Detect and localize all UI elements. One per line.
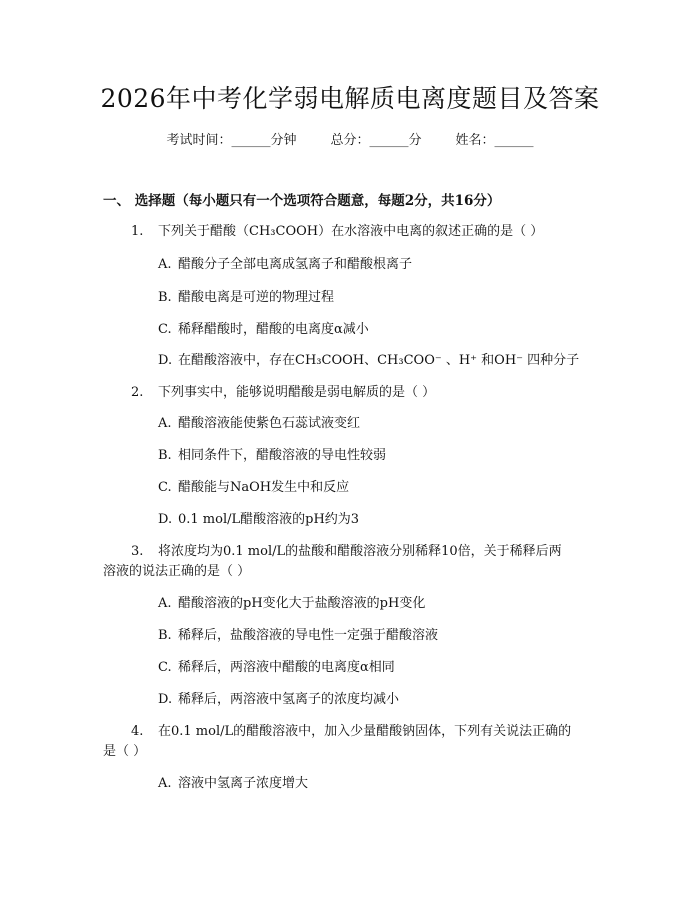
question-stem: 下列事实中，能够说明醋酸是弱电解质的是（ ） (158, 385, 436, 400)
option (158, 479, 349, 497)
option-text: 醋酸溶液的pH变化大于盐酸溶液的pH变化 (178, 596, 426, 611)
option (158, 627, 438, 645)
option-text: 稀释后，盐酸溶液的导电性一定强于醋酸溶液 (178, 628, 439, 643)
option-label: C. (158, 480, 172, 495)
option-text: 相同条件下，醋酸溶液的导电性较弱 (178, 448, 387, 463)
question-number: 1. (131, 224, 144, 239)
option (158, 511, 359, 529)
question-number: 4. (131, 724, 144, 739)
option-label: B. (158, 448, 172, 463)
question-number: 2. (131, 385, 144, 400)
question-1 (131, 223, 543, 241)
question-stem: 下列关于醋酸（CH₃COOH）在水溶液中电离的叙述正确的是（ ） (158, 224, 544, 239)
option (158, 321, 369, 339)
question-4 (131, 723, 571, 741)
option-label: B. (158, 290, 172, 305)
option-text: 醋酸分子全部电离成氢离子和醋酸根离子 (178, 257, 413, 272)
option-label: D. (158, 353, 173, 368)
option (158, 691, 399, 709)
option-text: 醋酸能与NaOH发生中和反应 (178, 480, 350, 495)
question-stem-line-2: 是（ ） (103, 744, 147, 759)
option-label: C. (158, 660, 172, 675)
option-label: A. (158, 416, 172, 431)
option (158, 415, 360, 433)
exam-meta (0, 132, 700, 150)
option-text: 溶液中氢离子浓度增大 (178, 776, 309, 791)
option-text: 稀释醋酸时，醋酸的电离度α减小 (178, 322, 369, 337)
option-text: 0.1 mol/L醋酸溶液的pH约为3 (178, 512, 360, 527)
option-text: 稀释后，两溶液中醋酸的电离度α相同 (178, 660, 395, 675)
option-label: C. (158, 322, 172, 337)
option-label: D. (158, 512, 173, 527)
option (158, 352, 579, 370)
option-label: A. (158, 776, 172, 791)
question-stem-line-1: 将浓度均为0.1 mol/L的盐酸和醋酸溶液分别稀释10倍，关于稀释后两 (158, 544, 562, 559)
option (158, 775, 308, 793)
section-heading: 一、 选择题（每小题只有一个选项符合题意，每题2分，共16分） (103, 193, 501, 209)
option-text: 醋酸溶液能使紫色石蕊试液变红 (178, 416, 361, 431)
question-stem-line-2: 溶液的说法正确的是（ ） (103, 564, 251, 579)
option-text: 稀释后，两溶液中氢离子的浓度均减小 (178, 692, 400, 707)
option (158, 447, 386, 465)
option-text: 在醋酸溶液中，存在CH₃COOH、CH₃COO⁻ 、H⁺ 和OH⁻ 四种分子 (178, 353, 580, 368)
option-label: A. (158, 257, 172, 272)
option (158, 595, 425, 613)
question-2 (131, 384, 435, 402)
option-label: A. (158, 596, 172, 611)
option-label: B. (158, 628, 172, 643)
question-3 (131, 543, 562, 561)
option-text: 醋酸电离是可逆的物理过程 (178, 290, 335, 305)
name-label: 姓名：______ (455, 133, 534, 148)
total-score-label: 总分：______分 (330, 133, 422, 148)
option (158, 659, 395, 677)
option (158, 256, 412, 274)
exam-time-label: 考试时间：______分钟 (166, 133, 297, 148)
option-label: D. (158, 692, 173, 707)
question-stem-line-1: 在0.1 mol/L的醋酸溶液中，加入少量醋酸钠固体，下列有关说法正确的 (158, 724, 572, 739)
option (158, 289, 334, 307)
page-title: 2026年中考化学弱电解质电离度题目及答案 (100, 84, 600, 113)
question-number: 3. (131, 544, 144, 559)
